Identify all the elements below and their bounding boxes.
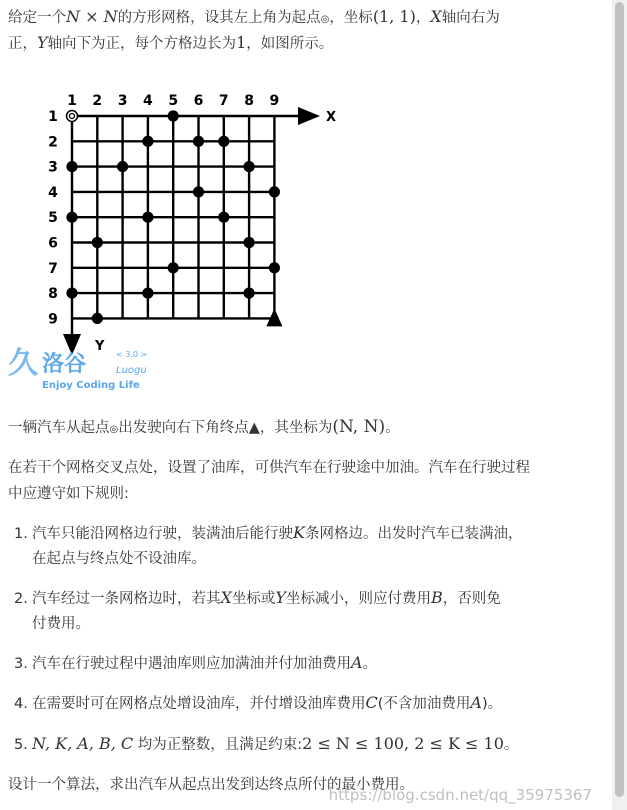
oil-station-dot bbox=[168, 262, 179, 273]
scrollbar-thumb[interactable] bbox=[615, 2, 624, 797]
luogu-logo-sub: Luogu bbox=[116, 365, 147, 376]
oil-station-dot bbox=[66, 161, 77, 172]
start-marker bbox=[67, 111, 78, 122]
oil-station-dot bbox=[168, 110, 179, 121]
column-labels bbox=[67, 93, 279, 109]
closing-paragraph: 设计一个算法，求出汽车从起点出发到达终点所付的最小费用。 bbox=[8, 777, 414, 793]
oil-station-dot bbox=[142, 136, 153, 147]
oil-station-dot bbox=[193, 136, 204, 147]
rule-2: 2. 汽车经过一条网格边时，若其X坐标或Y坐标减小，则应付费用B，否则免 bbox=[14, 588, 501, 607]
luogu-logo-mark: 久 bbox=[8, 346, 38, 381]
paragraph-stations-1: 在若干个网格交叉点处，设置了油库，可供汽车在行驶途中加油。汽车在行驶过程 bbox=[8, 460, 530, 476]
paragraph-stations-2: 中应遵守如下规则: bbox=[8, 486, 129, 502]
column-label: 2 bbox=[92, 93, 103, 109]
row-label: 6 bbox=[48, 235, 58, 252]
column-label: 8 bbox=[244, 93, 254, 109]
start-marker-inner bbox=[70, 114, 75, 119]
row-label: 4 bbox=[48, 184, 58, 201]
column-label: 1 bbox=[67, 93, 77, 109]
grid-figure bbox=[0, 85, 360, 395]
oil-station-dot bbox=[92, 237, 103, 248]
row-label: 9 bbox=[48, 311, 58, 328]
oil-station-dot bbox=[92, 313, 103, 324]
oil-station-dot bbox=[244, 237, 255, 248]
oil-station-dot bbox=[244, 288, 255, 299]
row-label: 7 bbox=[48, 260, 58, 277]
oil-station-dot bbox=[142, 288, 153, 299]
luogu-logo-version: < 3.0 > bbox=[116, 350, 148, 359]
luogu-logo bbox=[8, 346, 147, 391]
oil-station-dot bbox=[142, 212, 153, 223]
oil-station-dot bbox=[218, 212, 229, 223]
oil-station-dot bbox=[117, 161, 128, 172]
row-label: 1 bbox=[48, 109, 58, 125]
rule-4: 4. 在需要时可在网格点处增设油库，并付增设油库费用C(不含加油费用A)。 bbox=[14, 693, 503, 712]
y-axis-label: Y bbox=[95, 339, 105, 354]
oil-station-dot bbox=[66, 212, 77, 223]
oil-station-dot bbox=[269, 186, 280, 197]
x-axis-label: X bbox=[326, 110, 337, 125]
oil-station-dot bbox=[244, 161, 255, 172]
column-label: 7 bbox=[218, 93, 229, 109]
oil-station-dot bbox=[269, 262, 280, 273]
row-label: 2 bbox=[48, 134, 58, 151]
column-label: 5 bbox=[168, 93, 179, 109]
column-label: 9 bbox=[269, 93, 280, 109]
intro-line-2: 正，Y轴向下为正，每个方格边长为1，如图所示。 bbox=[8, 33, 334, 52]
luogu-logo-tagline: Enjoy Coding Life bbox=[42, 380, 140, 391]
oil-station-dot bbox=[66, 288, 77, 299]
oil-station-dot bbox=[193, 186, 204, 197]
luogu-logo-text: 洛谷 bbox=[42, 352, 87, 377]
rule-1-cont: 在起点与终点处不设油库。 bbox=[32, 551, 206, 567]
column-label: 6 bbox=[193, 93, 204, 109]
intro-line-1: 给定一个N × N的方形网格，设其左上角为起点◎，坐标(1, 1)，X轴向右为 bbox=[8, 7, 500, 26]
row-labels bbox=[48, 109, 58, 327]
column-label: 4 bbox=[143, 93, 153, 109]
watermark: https://blog.csdn.net/qq_35975367 bbox=[328, 786, 592, 804]
row-label: 3 bbox=[48, 159, 58, 176]
rule-2-cont: 付费用。 bbox=[32, 616, 90, 632]
paragraph-route: 一辆汽车从起点◎出发驶向右下角终点▲，其坐标为(N, N)。 bbox=[8, 417, 400, 437]
column-label: 3 bbox=[117, 93, 128, 109]
rule-5: 5. N, K, A, B, C 均为正整数，且满足约束:2 ≤ N ≤ 100, 2 ≤ K ≤ 10。 bbox=[14, 734, 519, 753]
oil-station-dot bbox=[218, 136, 229, 147]
scrollbar[interactable] bbox=[612, 0, 627, 810]
rule-1: 1. 汽车只能沿网格边行驶，装满油后能行驶K条网格边。出发时汽车已装满油， bbox=[14, 523, 523, 542]
rule-3: 3. 汽车在行驶过程中遇油库则应加满油并付加油费用A。 bbox=[14, 653, 378, 672]
row-label: 5 bbox=[48, 210, 58, 227]
row-label: 8 bbox=[48, 286, 58, 303]
